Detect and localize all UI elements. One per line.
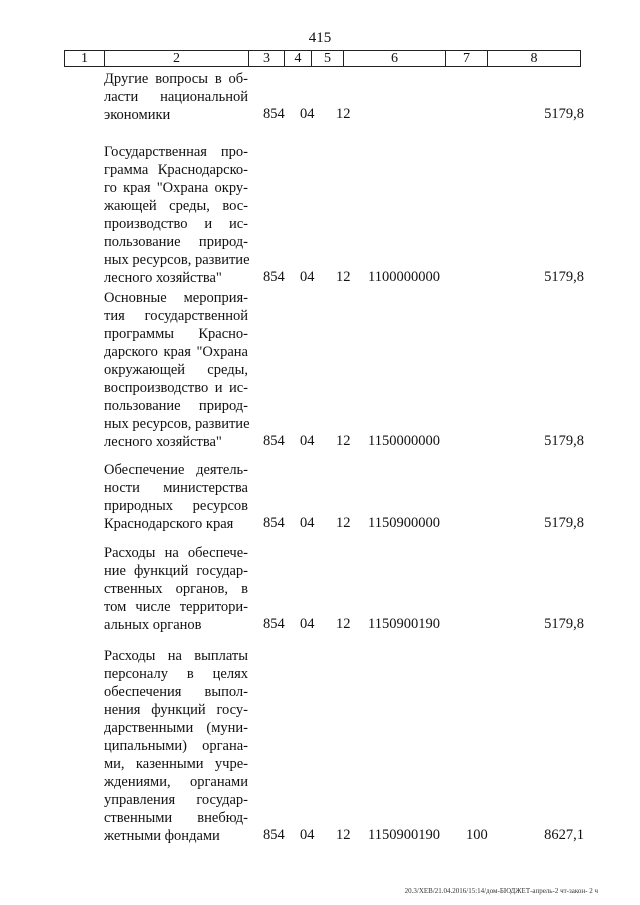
description-line: ственными внебюд- (104, 810, 248, 826)
description-line: ми, казенными учре- (104, 756, 248, 772)
description-line: программы Красно- (104, 326, 248, 342)
header-col-7: 7 (446, 51, 488, 66)
cell-c8: 5179,8 (544, 433, 584, 449)
description-line: ципальными) органа- (104, 738, 248, 754)
cell-c5: 12 (336, 515, 351, 531)
row-description (104, 647, 248, 845)
cell-c4: 04 (300, 616, 315, 632)
description-line: ласти национальной (104, 89, 248, 105)
header-col-6: 6 (344, 51, 446, 66)
description-line: экономики (104, 107, 171, 123)
description-line: ние функций государ- (104, 563, 248, 579)
description-line: ности министерства (104, 480, 248, 496)
description-line: том числе территори- (104, 599, 248, 615)
header-col-8: 8 (530, 51, 538, 66)
cell-c6: 1150900000 (368, 515, 440, 531)
description-line: нения функций госу- (104, 702, 248, 718)
description-line: обеспечения выпол- (104, 684, 248, 700)
description-line: дарского края "Охрана (104, 344, 248, 360)
cell-c3: 854 (263, 106, 285, 122)
cell-c5: 12 (336, 433, 351, 449)
cell-c5: 12 (336, 616, 351, 632)
description-line: производство и ис- (104, 216, 248, 232)
row-description (104, 461, 248, 533)
row-description (104, 70, 248, 124)
cell-c3: 854 (263, 616, 285, 632)
header-col-2: 2 (105, 51, 249, 66)
cell-c6: 1150000000 (368, 433, 440, 449)
description-line: природных ресурсов (104, 498, 248, 514)
description-line: ных ресурсов, развитие (104, 252, 250, 268)
description-line: дарственными (муни- (104, 720, 248, 736)
cell-c8: 5179,8 (544, 515, 584, 531)
header-col-3: 3 (249, 51, 285, 66)
cell-c8: 5179,8 (544, 269, 584, 285)
description-line: Основные мероприя- (104, 290, 248, 306)
description-line: ных ресурсов, развитие (104, 416, 250, 432)
cell-c7: 100 (466, 827, 488, 843)
header-col-5: 5 (312, 51, 344, 66)
description-line: Расходы на обеспече- (104, 545, 248, 561)
footer-note: 20.3/ХЕВ/21.04.2016/15:14/дом-БЮДЖЕТ-апрель-2 чт-закон- 2 ч (404, 887, 598, 895)
cell-c4: 04 (300, 827, 315, 843)
cell-c3: 854 (263, 827, 285, 843)
description-line: воспроизводство и ис- (104, 380, 248, 396)
cell-c3: 854 (263, 433, 285, 449)
description-line: Расходы на выплаты (104, 648, 248, 664)
row-description (104, 289, 248, 451)
page-number: 415 (308, 30, 332, 46)
row-description (104, 544, 248, 634)
description-line: жетными фондами (104, 828, 220, 844)
description-line: управления государ- (104, 792, 248, 808)
description-line: жающей среды, вос- (104, 198, 248, 214)
description-line: ственных органов, в (104, 581, 248, 597)
description-line: альных органов (104, 617, 202, 633)
cell-c3: 854 (263, 515, 285, 531)
description-line: лесного хозяйства" (104, 270, 222, 286)
cell-c6: 1150900190 (368, 827, 440, 843)
cell-c6: 1100000000 (368, 269, 440, 285)
cell-c8: 8627,1 (544, 827, 584, 843)
header-col-4: 4 (285, 51, 312, 66)
cell-c6: 1150900190 (368, 616, 440, 632)
cell-c4: 04 (300, 515, 315, 531)
description-line: пользование природ- (104, 398, 248, 414)
description-line: Государственная про- (104, 144, 248, 160)
description-line: Краснодарского края (104, 516, 234, 532)
description-line: окружающей среды, (104, 362, 248, 378)
table-header-row (64, 50, 581, 67)
description-line: лесного хозяйства" (104, 434, 222, 450)
description-line: тия государственной (104, 308, 248, 324)
cell-c4: 04 (300, 433, 315, 449)
cell-c5: 12 (336, 106, 351, 122)
description-line: ждениями, органами (104, 774, 248, 790)
description-line: го края "Охрана окру- (104, 180, 248, 196)
cell-c5: 12 (336, 827, 351, 843)
cell-c3: 854 (263, 269, 285, 285)
cell-c4: 04 (300, 106, 315, 122)
row-description (104, 143, 248, 287)
cell-c8: 5179,8 (544, 106, 584, 122)
cell-c4: 04 (300, 269, 315, 285)
description-line: пользование природ- (104, 234, 248, 250)
cell-c5: 12 (336, 269, 351, 285)
cell-c8: 5179,8 (544, 616, 584, 632)
description-line: грамма Краснодарско- (104, 162, 248, 178)
description-line: Другие вопросы в об- (104, 71, 248, 87)
header-col-1: 1 (65, 51, 105, 66)
description-line: Обеспечение деятель- (104, 462, 248, 478)
description-line: персоналу в целях (104, 666, 248, 682)
